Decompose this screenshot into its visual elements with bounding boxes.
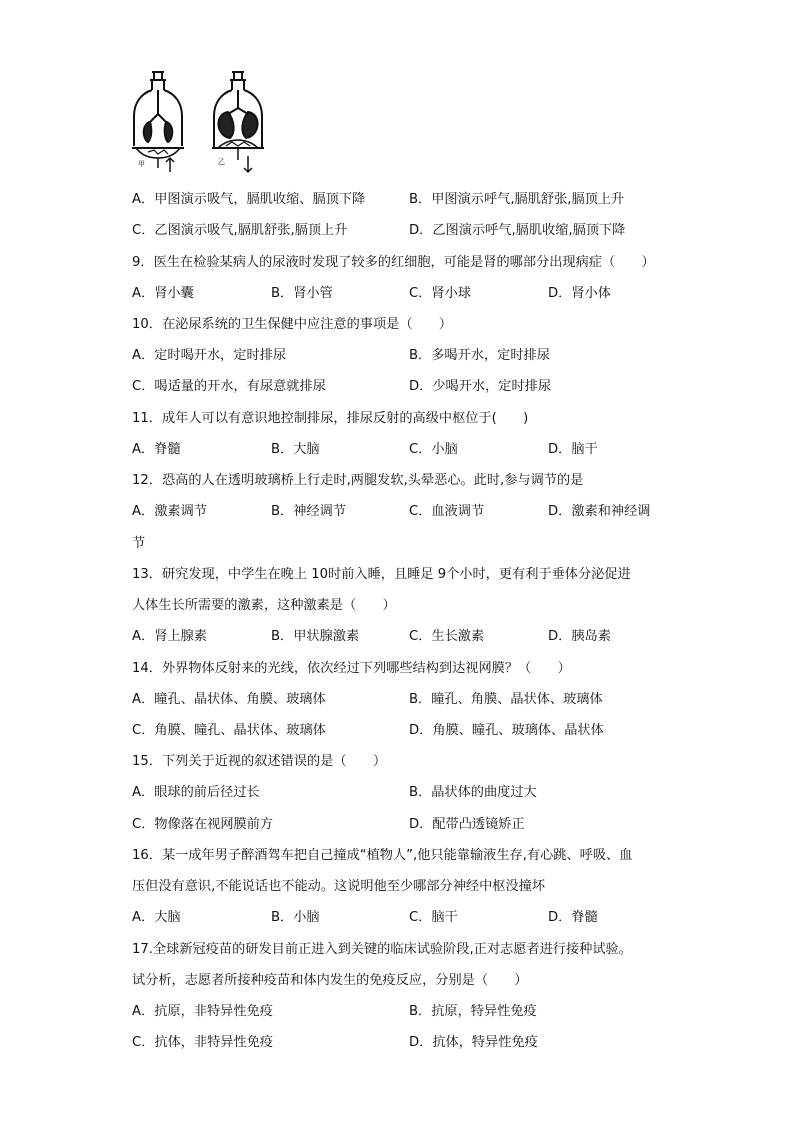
q14-option-b: B．瞳孔、角膜、晶状体、玻璃体 — [409, 692, 603, 707]
q8-option-c: C．乙图演示吸气,膈肌舒张,膈顶上升 — [132, 223, 348, 238]
q13-option-c: C．生长激素 — [409, 629, 485, 644]
q14-option-c: C．角膜、瞳孔、晶状体、玻璃体 — [132, 723, 326, 738]
q10-option-d: D．少喝开水，定时排尿 — [409, 379, 552, 394]
q12-option-d-wrap: 节 — [132, 536, 146, 551]
q9-option-b: B．肾小管 — [271, 286, 333, 301]
q17-stem-line1: 17.全球新冠疫苗的研发目前正进入到关键的临床试验阶段,正对志愿者进行接种试验。 — [132, 942, 632, 957]
q17-stem-line2: 试分析，志愿者所接种疫苗和体内发生的免疫反应，分别是（ ） — [132, 973, 528, 988]
q10-option-c: C．喝适量的开水，有尿意就排尿 — [132, 379, 326, 394]
q9-stem: 9．医生在检验某病人的尿液时发现了较多的红细胞，可能是肾的哪部分出现病症（ ） — [132, 255, 655, 270]
bell-jar-figure — [128, 68, 278, 180]
label-yi: 乙 — [218, 158, 225, 166]
q10-option-a: A．定时喝开水，定时排尿 — [132, 348, 287, 363]
q13-stem-line1: 13．研究发现，中学生在晚上 10时前入睡，且睡足 9个小时，更有利于垂体分泌促进 — [132, 567, 631, 582]
q15-option-d: D．配带凸透镜矫正 — [409, 817, 525, 832]
q17-option-c: C．抗体，非特异性免疫 — [132, 1035, 274, 1050]
q11-option-b: B．大脑 — [271, 442, 320, 457]
q10-stem: 10．在泌尿系统的卫生保健中应注意的事项是（ ） — [132, 317, 453, 332]
q17-option-d: D．抗体，特异性免疫 — [409, 1035, 538, 1050]
q16-option-d: D．脊髓 — [548, 910, 598, 925]
q16-stem-line1: 16．某一成年男子醉酒驾车把自己撞成“植物人”,他只能靠输液生存,有心跳、呼吸、血 — [132, 848, 633, 863]
q8-option-a: A．甲图演示吸气，膈肌收缩、膈顶下降 — [132, 192, 366, 207]
bell-jar-jia — [132, 72, 184, 172]
q11-stem: 11．成年人可以有意识地控制排尿，排尿反射的高级中枢位于( ) — [132, 411, 529, 426]
q17-option-b: B．抗原，特异性免疫 — [409, 1004, 537, 1019]
q9-option-d: D．肾小体 — [548, 286, 611, 301]
q12-stem: 12．恐高的人在透明玻璃桥上行走时,两腿发软,头晕恶心。此时,参与调节的是 — [132, 473, 584, 488]
q11-option-a: A．脊髓 — [132, 442, 181, 457]
q12-option-b: B．神经调节 — [271, 504, 346, 519]
q14-option-d: D．角膜、瞳孔、玻璃体、晶状体 — [409, 723, 604, 738]
q16-option-c: C．脑干 — [409, 910, 458, 925]
q16-option-a: A．大脑 — [132, 910, 181, 925]
q9-option-c: C．肾小球 — [409, 286, 471, 301]
q13-stem-line2: 人体生长所需要的激素，这种激素是（ ） — [132, 598, 396, 613]
q14-stem: 14．外界物体反射来的光线，依次经过下列哪些结构到达视网膜？（ ） — [132, 661, 571, 676]
q11-option-d: D．脑干 — [548, 442, 598, 457]
label-jia: 甲 — [138, 160, 145, 168]
q10-option-b: B．多喝开水，定时排尿 — [409, 348, 550, 363]
q15-stem: 15．下列关于近视的叙述错误的是（ ） — [132, 754, 387, 769]
q13-option-b: B．甲状腺激素 — [271, 629, 360, 644]
q8-option-d: D．乙图演示呼气,膈肌收缩,膈顶下降 — [409, 223, 626, 238]
q16-option-b: B．小脑 — [271, 910, 320, 925]
q15-option-c: C．物像落在视网膜前方 — [132, 817, 274, 832]
q12-option-a: A．激素调节 — [132, 504, 207, 519]
q12-option-d: D．激素和神经调 — [548, 504, 651, 519]
q13-option-d: D．胰岛素 — [548, 629, 611, 644]
q15-option-a: A．眼球的前后径过长 — [132, 785, 260, 800]
q14-option-a: A．瞳孔、晶状体、角膜、玻璃体 — [132, 692, 326, 707]
q9-option-a: A．肾小囊 — [132, 286, 194, 301]
q17-option-a: A．抗原，非特异性免疫 — [132, 1004, 273, 1019]
q13-option-a: A．肾上腺素 — [132, 629, 207, 644]
q16-stem-line2: 压但没有意识,不能说话也不能动。这说明他至少哪部分神经中枢没撞坏 — [132, 879, 546, 894]
q11-option-c: C．小脑 — [409, 442, 458, 457]
q15-option-b: B．晶状体的曲度过大 — [409, 785, 537, 800]
q12-option-c: C．血液调节 — [409, 504, 485, 519]
q8-option-b: B．甲图演示呼气,膈肌舒张,膈顶上升 — [409, 192, 625, 207]
bell-jar-yi — [212, 72, 264, 172]
